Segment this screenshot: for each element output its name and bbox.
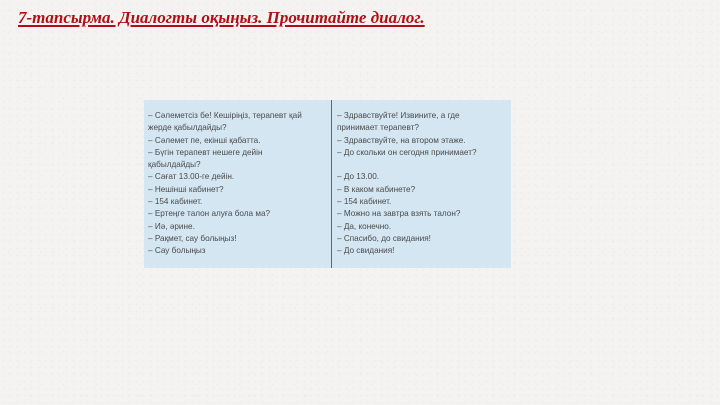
dialog-line: – Ертеңге талон алуға бола ма?	[148, 209, 271, 219]
dialog-line: – 154 кабинет.	[337, 197, 392, 207]
dialog-line: – Рақмет, сау болыңыз!	[148, 233, 237, 243]
dialog-line: – Сау болыңыз	[148, 246, 206, 256]
dialog-line: – До свидания!	[337, 246, 395, 256]
dialog-line: – Можно на завтра взять талон?	[337, 209, 461, 219]
dialog-line: – Здравствуйте, на втором этаже.	[337, 135, 466, 145]
dialog-line: – Спасибо, до свидания!	[337, 233, 431, 243]
dialog-line: – Здравствуйте! Извините, а где принимает терапевт?	[337, 111, 460, 133]
dialog-line: – В каком кабинете?	[337, 184, 416, 194]
dialog-line: – Нешінші кабинет?	[148, 184, 224, 194]
spacer	[337, 159, 511, 171]
dialog-line: – Сәлемет пе, екінші қабатта.	[148, 135, 261, 145]
kazakh-column	[144, 100, 332, 268]
russian-column	[332, 100, 511, 268]
dialog-line: – Иә, әрине.	[148, 221, 195, 231]
dialog-table	[144, 100, 511, 268]
dialog-line: – Бүгін терапевт нешеге дейін қабылдайды?	[148, 147, 263, 170]
slide-title: 7-тапсырма. Диалогты оқыңыз. Прочитайте диалог.	[18, 8, 425, 27]
dialog-line: – Сағат 13.00-ге дейін.	[148, 172, 235, 182]
dialog-line: – До 13.00.	[337, 172, 380, 182]
dialog-line: – 154 кабинет.	[148, 197, 203, 207]
dialog-line: – Да, конечно.	[337, 221, 392, 231]
dialog-line: – До скольки он сегодня принимает?	[337, 147, 477, 157]
dialog-line: – Сәлеметсіз бе! Кешіріңіз, терапевт қай жерде қабылдайды?	[148, 111, 302, 133]
